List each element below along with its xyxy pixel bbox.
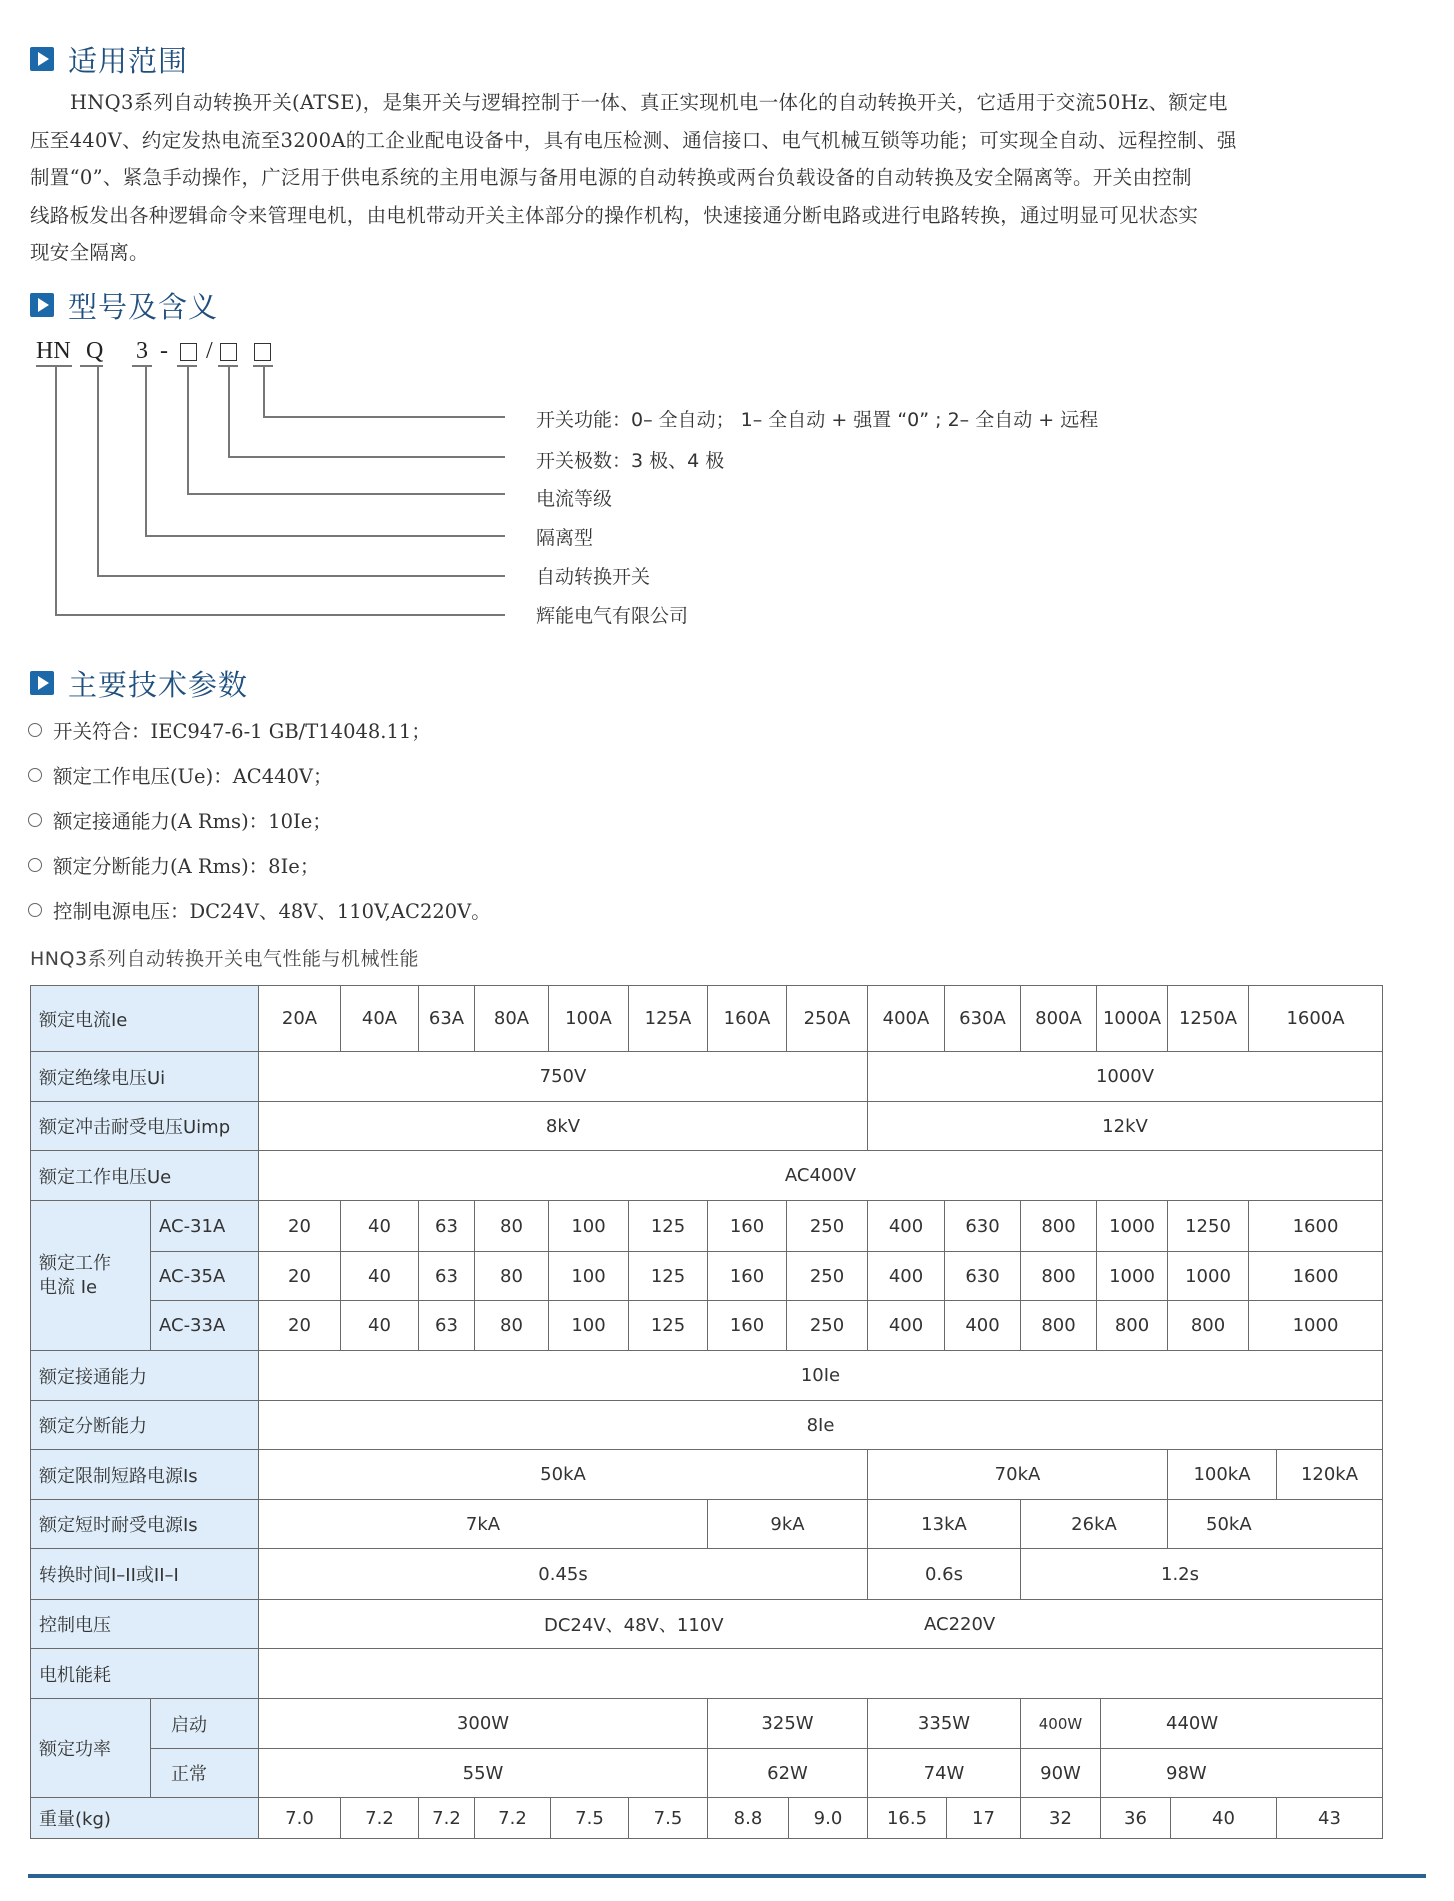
play-square-icon bbox=[30, 47, 54, 71]
param-item bbox=[28, 851, 319, 879]
param-text: 额定接通能力(A Rms)：10Ie； bbox=[53, 810, 332, 833]
param-text: 额定分断能力(A Rms)：8Ie； bbox=[53, 855, 320, 878]
param-item bbox=[28, 806, 332, 834]
table-cell: 1000 bbox=[1096, 1251, 1168, 1301]
table-cell: 9kA bbox=[707, 1499, 868, 1549]
table-cell: 100kA bbox=[1167, 1449, 1277, 1500]
table-cell: 100 bbox=[548, 1200, 629, 1252]
circle-bullet-icon bbox=[28, 903, 42, 917]
paragraph-line: HNQ3系列自动转换开关(ATSE)，是集开关与逻辑控制于一体、真正实现机电一体化的自动转换开关，它适用于交流50Hz、额定电 bbox=[70, 91, 1228, 114]
footer-rule bbox=[28, 1874, 1426, 1878]
control-voltage-cell bbox=[258, 1599, 1383, 1649]
current-rating-cell: 400A bbox=[867, 985, 945, 1052]
code-box-function bbox=[254, 343, 271, 361]
weight-cell: 7.2 bbox=[418, 1797, 475, 1839]
section-title: 适用范围 bbox=[68, 43, 189, 78]
code-part-q: Q bbox=[86, 338, 104, 364]
table-cell: 300W bbox=[258, 1698, 708, 1749]
current-rating-cell: 1000A bbox=[1096, 985, 1168, 1052]
row-header: 额定冲击耐受电压Uimp bbox=[30, 1101, 259, 1151]
table-cell: 12kV bbox=[867, 1101, 1383, 1151]
play-square-icon bbox=[30, 293, 54, 317]
table-cell: 90W bbox=[1020, 1748, 1101, 1798]
meaning-company: 辉能电气有限公司 bbox=[536, 605, 689, 627]
table-cell: 125 bbox=[628, 1300, 708, 1351]
connector-line bbox=[228, 366, 230, 457]
meaning-ats: 自动转换开关 bbox=[536, 566, 651, 588]
connector-line bbox=[55, 366, 57, 615]
current-rating-cell: 125A bbox=[628, 985, 708, 1052]
weight-cell: 8.8 bbox=[707, 1797, 789, 1839]
table-cell: 335W bbox=[867, 1698, 1021, 1749]
table-cell: 0.45s bbox=[258, 1548, 868, 1600]
table-cell: 400 bbox=[867, 1300, 945, 1351]
meaning-function: 开关功能：0– 全自动； 1– 全自动 + 强置 “0” ; 2– 全自动 + 远程 bbox=[536, 409, 1099, 431]
current-rating-cell: 40A bbox=[340, 985, 419, 1052]
paragraph-line: 制置“0”、紧急手动操作，广泛用于供电系统的主用电源与备用电源的自动转换或两台负载设备的自动转换及安全隔离等。开关由控制 bbox=[30, 166, 1192, 189]
circle-bullet-icon bbox=[28, 813, 42, 827]
code-part-slash: / bbox=[206, 338, 213, 364]
row-header: 额定限制短路电源Is bbox=[30, 1449, 259, 1500]
table-cell: 800 bbox=[1020, 1300, 1097, 1351]
underline bbox=[36, 365, 72, 367]
table-cell: 160 bbox=[707, 1300, 787, 1351]
table-cell: 8Ie bbox=[258, 1400, 1383, 1450]
table-cell: 10Ie bbox=[258, 1350, 1383, 1401]
code-box-current bbox=[180, 343, 197, 361]
section-title: 型号及含义 bbox=[68, 289, 219, 324]
table-cell: 26kA bbox=[1020, 1499, 1168, 1549]
table-cell: 800 bbox=[1096, 1300, 1168, 1351]
param-text: 额定工作电压(Ue)：AC440V； bbox=[53, 765, 333, 788]
row-header: 额定绝缘电压Ui bbox=[30, 1051, 259, 1102]
current-rating-cell: 1250A bbox=[1167, 985, 1249, 1052]
connector-line bbox=[97, 366, 99, 576]
weight-cell: 7.5 bbox=[628, 1797, 708, 1839]
weight-cell: 9.0 bbox=[788, 1797, 868, 1839]
table-cell: 62W bbox=[707, 1748, 868, 1798]
param-text: 开关符合：IEC947-6-1 GB/T14048.11； bbox=[53, 720, 431, 743]
paragraph-line: 线路板发出各种逻辑命令来管理电机，由电机带动开关主体部分的操作机构，快速接通分断电路或进行电路转换，通过明显可见状态实 bbox=[30, 203, 1199, 227]
table-cell: 400 bbox=[867, 1200, 945, 1252]
table-cell: 750V bbox=[258, 1051, 868, 1102]
current-rating-cell: 630A bbox=[944, 985, 1021, 1052]
weight-cell: 7.5 bbox=[550, 1797, 629, 1839]
table-cell: 55W bbox=[258, 1748, 708, 1798]
table-cell: 250 bbox=[786, 1251, 868, 1301]
power-subheader: 启动 bbox=[150, 1698, 259, 1749]
table-cell: 1600 bbox=[1248, 1200, 1383, 1252]
current-rating-cell: 100A bbox=[548, 985, 629, 1052]
row-header: 控制电压 bbox=[30, 1599, 259, 1649]
weight-cell: 7.2 bbox=[340, 1797, 419, 1839]
row-header: 额定短时耐受电源Is bbox=[30, 1499, 259, 1549]
current-rating-cell: 63A bbox=[418, 985, 475, 1052]
connector-line bbox=[263, 366, 265, 417]
current-rating-cell: 800A bbox=[1020, 985, 1097, 1052]
row-header: 额定接通能力 bbox=[30, 1350, 259, 1401]
section-heading-scope bbox=[30, 42, 188, 76]
table-cell: 400 bbox=[944, 1300, 1021, 1351]
table-cell: 160 bbox=[707, 1251, 787, 1301]
underline bbox=[80, 365, 103, 367]
table-cell: 800 bbox=[1167, 1300, 1249, 1351]
control-voltage-dc: DC24V、48V、110V bbox=[544, 1615, 724, 1636]
current-rating-cell: 80A bbox=[474, 985, 549, 1052]
current-rating-cell: 20A bbox=[258, 985, 341, 1052]
table-cell: 20 bbox=[258, 1200, 341, 1252]
empty-cell bbox=[258, 1648, 1383, 1699]
row-header: 额定工作电流 Ie bbox=[30, 1200, 151, 1351]
weight-cell: 43 bbox=[1276, 1797, 1383, 1839]
table-cell: 1000 bbox=[1096, 1200, 1168, 1252]
table-cell: 20 bbox=[258, 1300, 341, 1351]
table-cell: 250 bbox=[786, 1300, 868, 1351]
table-cell: 74W bbox=[867, 1748, 1021, 1798]
table-cell: 50kA bbox=[258, 1449, 868, 1500]
section-heading-model bbox=[30, 288, 218, 322]
utilization-category: AC-31A bbox=[150, 1200, 259, 1252]
utilization-category: AC-33A bbox=[150, 1300, 259, 1351]
code-part-3: 3 bbox=[136, 338, 148, 364]
table-cell: 80 bbox=[474, 1251, 549, 1301]
weight-cell: 36 bbox=[1100, 1797, 1171, 1839]
circle-bullet-icon bbox=[28, 768, 42, 782]
power-subheader: 正常 bbox=[150, 1748, 259, 1798]
play-square-icon bbox=[30, 671, 54, 695]
table-cell: 63 bbox=[418, 1251, 475, 1301]
table-cell: 160 bbox=[707, 1200, 787, 1252]
underline bbox=[132, 365, 152, 367]
table-cell: 250 bbox=[786, 1200, 868, 1252]
connector-line bbox=[187, 493, 505, 495]
table-cell: 630 bbox=[944, 1251, 1021, 1301]
row-header: 额定分断能力 bbox=[30, 1400, 259, 1450]
meaning-isolation: 隔离型 bbox=[536, 527, 594, 549]
table-cell: 1250 bbox=[1167, 1200, 1249, 1252]
connector-line bbox=[145, 366, 147, 536]
table-cell: 1.2s bbox=[1020, 1548, 1383, 1600]
table-cell: 7kA bbox=[258, 1499, 708, 1549]
table-cell: 800 bbox=[1020, 1200, 1097, 1252]
utilization-category: AC-35A bbox=[150, 1251, 259, 1301]
table-caption: HNQ3系列自动转换开关电气性能与机械性能 bbox=[30, 948, 420, 970]
paragraph-line: 现安全隔离。 bbox=[30, 241, 149, 264]
table-cell: 80 bbox=[474, 1200, 549, 1252]
scope-paragraph bbox=[30, 84, 1430, 272]
table-cell: 70kA bbox=[867, 1449, 1168, 1500]
section-title: 主要技术参数 bbox=[68, 667, 249, 702]
paragraph-line: 压至440V、约定发热电流至3200A的工企业配电设备中，具有电压检测、通信接口、电气机械互锁等功能；可实现全自动、远程控制、强 bbox=[30, 128, 1237, 152]
weight-cell: 32 bbox=[1020, 1797, 1101, 1839]
table-cell: 20 bbox=[258, 1251, 341, 1301]
row-header: 额定工作电压Ue bbox=[30, 1150, 259, 1201]
table-cell: 98W bbox=[1100, 1748, 1383, 1798]
weight-cell: 7.0 bbox=[258, 1797, 341, 1839]
connector-line bbox=[97, 575, 505, 577]
table-cell: 8kV bbox=[258, 1101, 868, 1151]
connector-line bbox=[228, 456, 505, 458]
param-item bbox=[28, 716, 431, 744]
code-part-hn: HN bbox=[36, 338, 71, 364]
connector-line bbox=[145, 535, 505, 537]
weight-cell: 40 bbox=[1170, 1797, 1277, 1839]
table-cell: 125 bbox=[628, 1251, 708, 1301]
row-header: 额定电流Ie bbox=[30, 985, 259, 1052]
param-item bbox=[28, 761, 333, 789]
code-box-poles bbox=[220, 343, 237, 361]
param-item bbox=[28, 896, 491, 924]
meaning-poles: 开关极数：3 极、4 极 bbox=[536, 450, 725, 472]
table-cell: 1000V bbox=[867, 1051, 1383, 1102]
table-cell: 63 bbox=[418, 1300, 475, 1351]
row-header: 电机能耗 bbox=[30, 1648, 259, 1699]
table-cell: 325W bbox=[707, 1698, 868, 1749]
table-cell: 120kA bbox=[1276, 1449, 1383, 1500]
table-cell: 40 bbox=[340, 1300, 419, 1351]
table-cell: 400 bbox=[867, 1251, 945, 1301]
param-text: 控制电源电压：DC24V、48V、110V,AC220V。 bbox=[53, 900, 491, 923]
table-cell: 40 bbox=[340, 1200, 419, 1252]
circle-bullet-icon bbox=[28, 858, 42, 872]
current-rating-cell: 250A bbox=[786, 985, 868, 1052]
table-cell: 50kA bbox=[1167, 1499, 1383, 1549]
table-cell: 100 bbox=[548, 1251, 629, 1301]
weight-cell: 17 bbox=[946, 1797, 1021, 1839]
table-cell: 40 bbox=[340, 1251, 419, 1301]
table-cell: 1000 bbox=[1248, 1300, 1383, 1351]
weight-cell: 7.2 bbox=[474, 1797, 551, 1839]
table-cell: 630 bbox=[944, 1200, 1021, 1252]
meaning-current: 电流等级 bbox=[536, 488, 613, 510]
table-cell: 100 bbox=[548, 1300, 629, 1351]
row-header: 转换时间I–II或II–I bbox=[30, 1548, 259, 1600]
table-cell: 0.6s bbox=[867, 1548, 1021, 1600]
section-heading-params bbox=[30, 666, 248, 700]
table-cell: 63 bbox=[418, 1200, 475, 1252]
current-rating-cell: 1600A bbox=[1248, 985, 1383, 1052]
table-cell: 400W bbox=[1020, 1698, 1101, 1749]
row-header: 重量(kg) bbox=[30, 1797, 259, 1839]
table-cell: 80 bbox=[474, 1300, 549, 1351]
table-cell: 13kA bbox=[867, 1499, 1021, 1549]
connector-line bbox=[55, 614, 505, 616]
table-cell: 440W bbox=[1100, 1698, 1383, 1749]
row-header: 额定功率 bbox=[30, 1698, 151, 1798]
table-cell: 800 bbox=[1020, 1251, 1097, 1301]
table-cell: AC400V bbox=[258, 1150, 1383, 1201]
circle-bullet-icon bbox=[28, 723, 42, 737]
table-cell: 1000 bbox=[1167, 1251, 1249, 1301]
code-part-dash: - bbox=[160, 338, 168, 364]
connector-line bbox=[263, 416, 505, 418]
control-voltage-ac: AC220V bbox=[924, 1613, 996, 1635]
table-cell: 125 bbox=[628, 1200, 708, 1252]
weight-cell: 16.5 bbox=[867, 1797, 947, 1839]
current-rating-cell: 160A bbox=[707, 985, 787, 1052]
table-cell: 1600 bbox=[1248, 1251, 1383, 1301]
connector-line bbox=[187, 366, 189, 494]
